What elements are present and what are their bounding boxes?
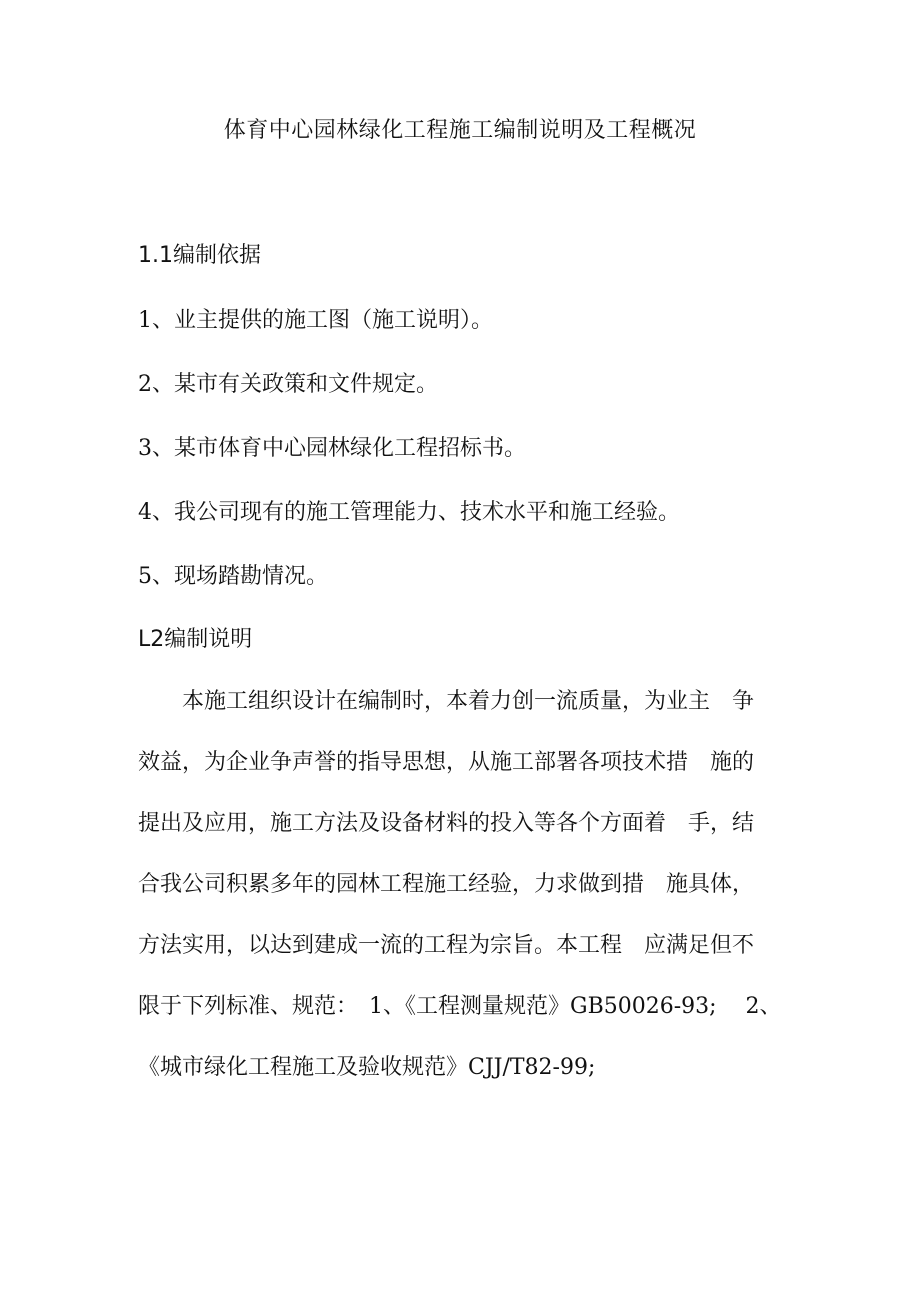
basis-item: 1、业主提供的施工图（施工说明）。 — [138, 308, 493, 333]
basis-item: 3、某市体育中心园林绿化工程招标书。 — [138, 436, 526, 461]
description-paragraph — [138, 671, 788, 1098]
paragraph-line: 提出及应用，施工方法及设备材料的投入等各个方面着 手，结 — [138, 811, 755, 836]
paragraph-line: 限于下列标准、规范： 1、《工程测量规范》GB50026-93; 2、 — [138, 994, 782, 1019]
section-heading-basis: 1.1编制依据 — [138, 243, 261, 268]
basis-item: 2、某市有关政策和文件规定。 — [138, 372, 438, 397]
paragraph-line: 《城市绿化工程施工及验收规范》CJJ/T82-99; — [138, 1055, 596, 1080]
paragraph-line: 合我公司积累多年的园林工程施工经验，力求做到措 施具体， — [138, 872, 755, 897]
paragraph-line: 本施工组织设计在编制时，本着力创一流质量，为业主 争 — [138, 689, 755, 714]
basis-item: 5、现场踏勘情况。 — [138, 564, 328, 589]
paragraph-line: 效益，为企业争声誉的指导思想，从施工部署各项技术措 施的 — [138, 750, 755, 775]
document-title: 体育中心园林绿化工程施工编制说明及工程概况 — [223, 118, 697, 143]
basis-item: 4、我公司现有的施工管理能力、技术水平和施工经验。 — [138, 500, 680, 525]
paragraph-line: 方法实用，以达到建成一流的工程为宗旨。本工程 应满足但不 — [138, 933, 755, 958]
section-heading-description: L2编制说明 — [138, 627, 253, 652]
